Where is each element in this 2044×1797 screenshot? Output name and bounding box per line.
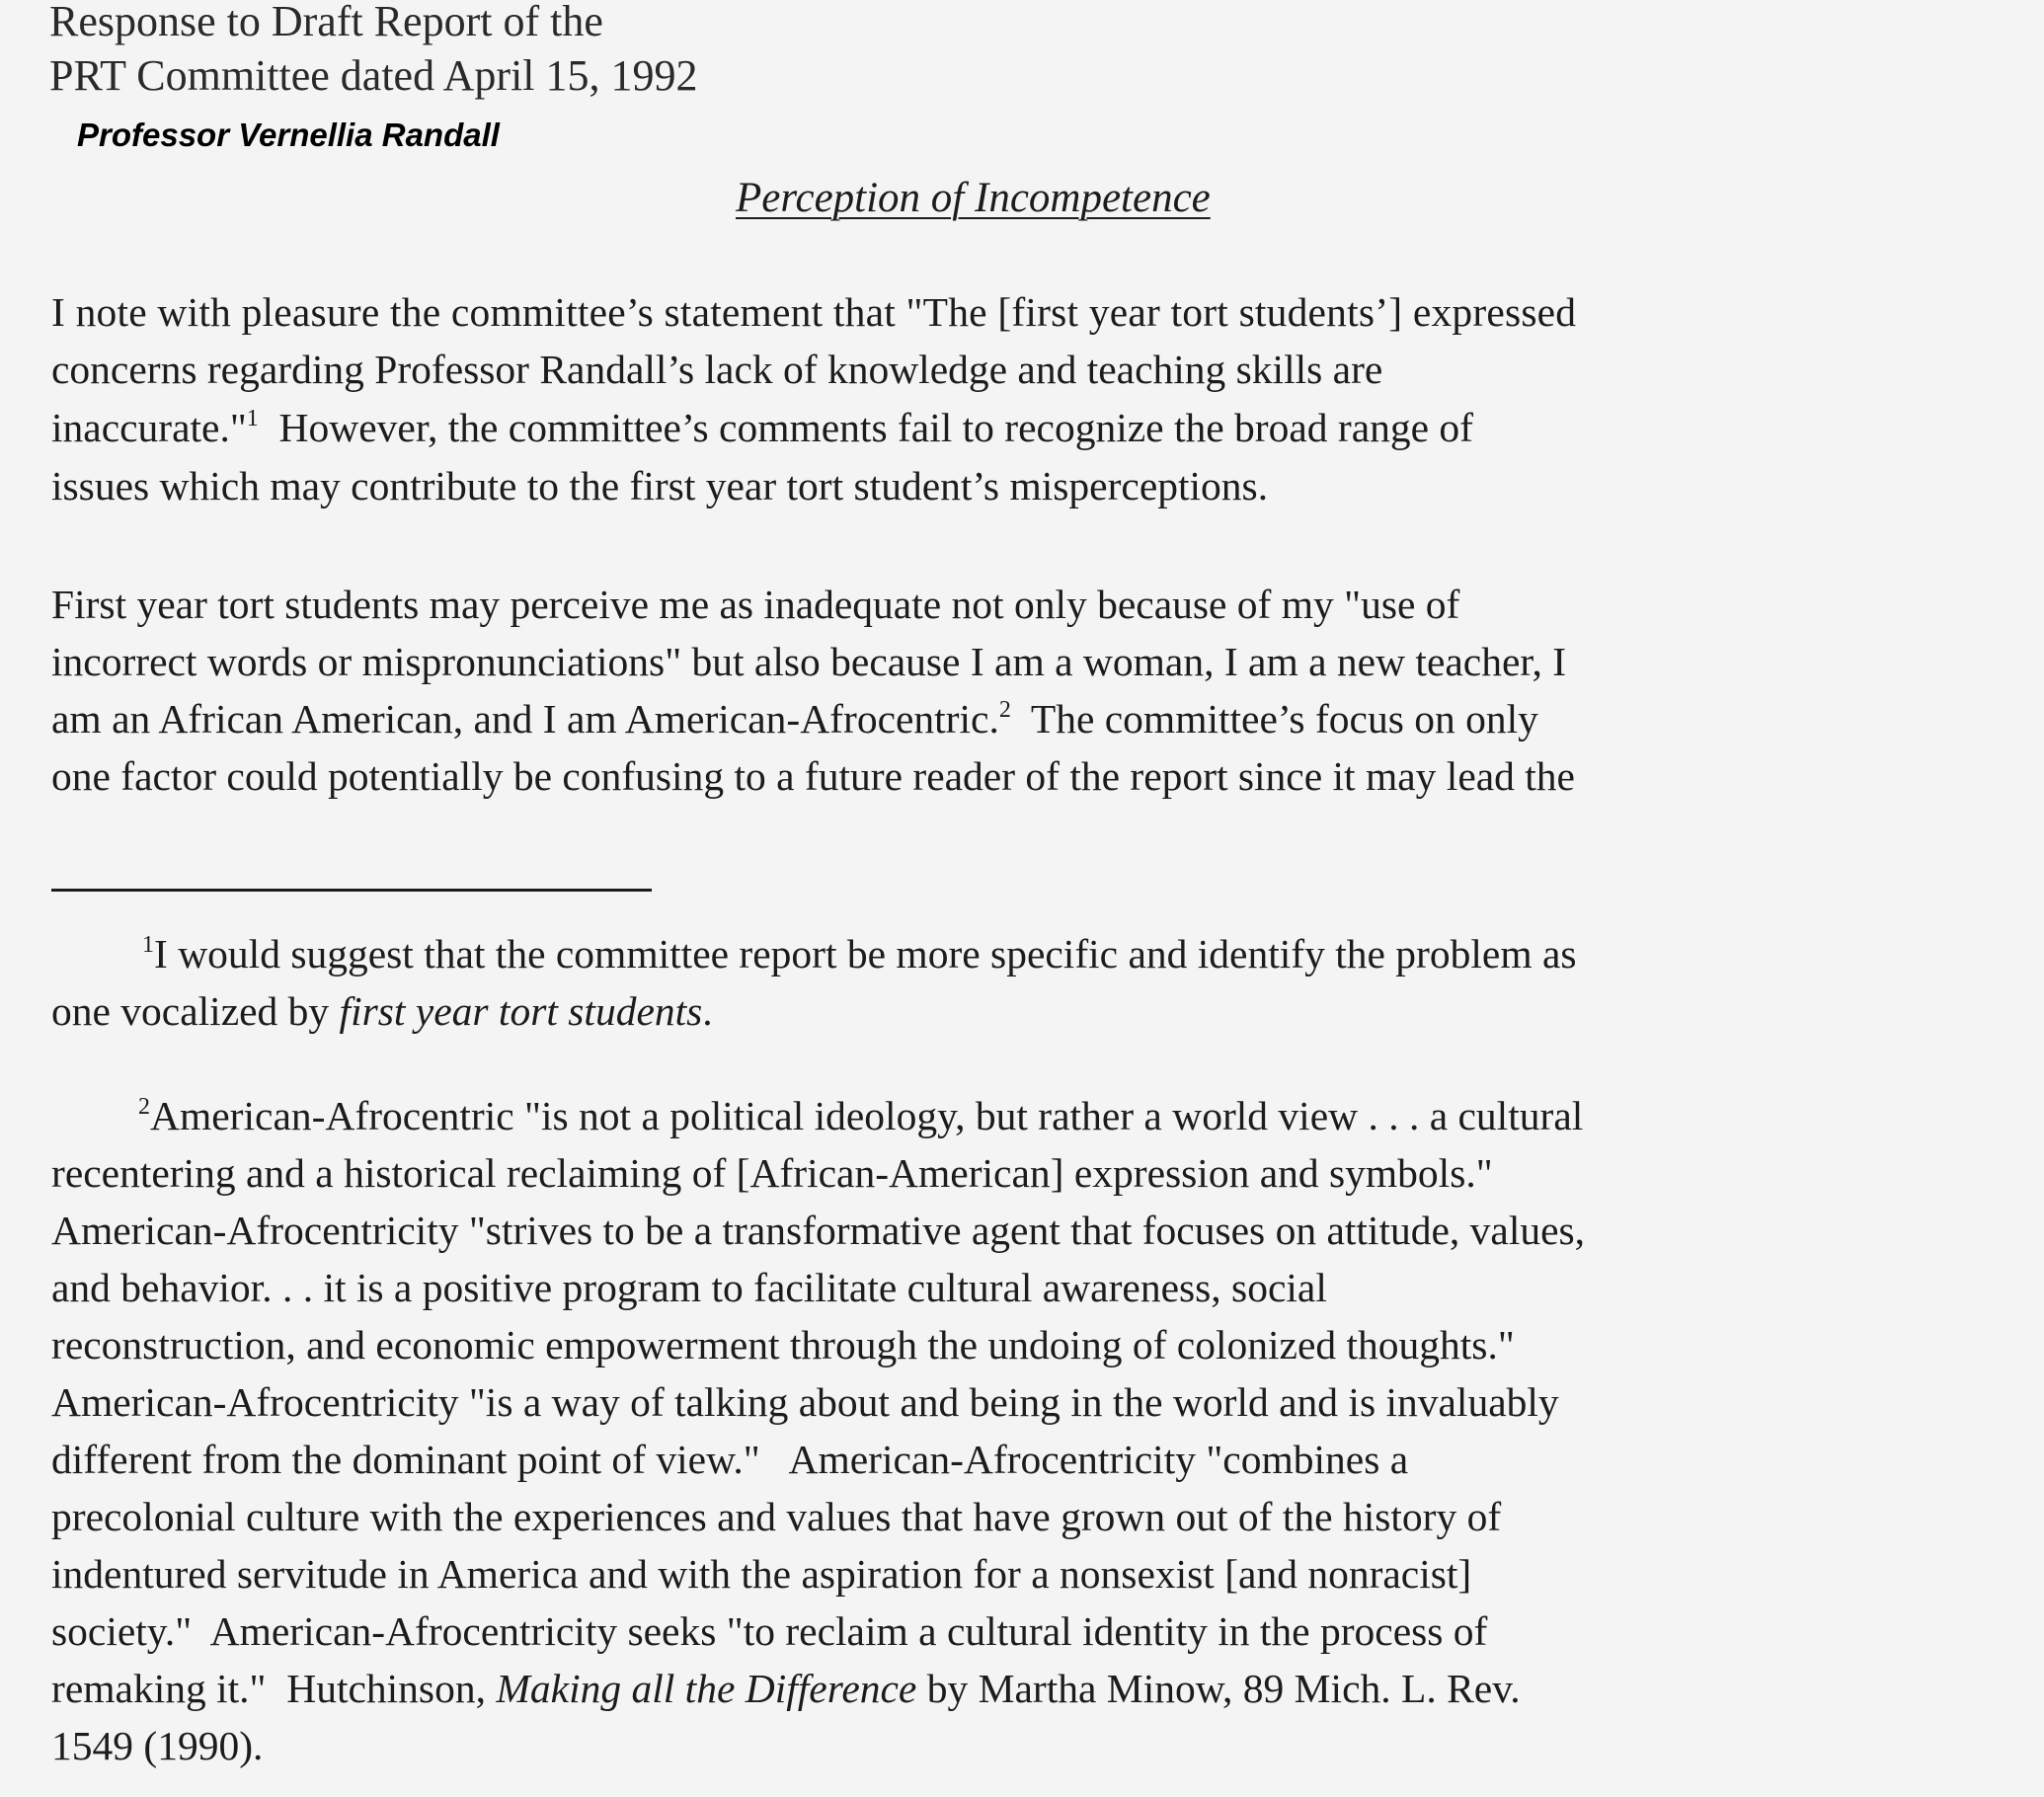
footnote-1-line-2-b: . xyxy=(702,988,713,1034)
p2-line-2: incorrect words or mispronunciations" but also because I am a woman, I am a new teacher, I xyxy=(51,639,1567,684)
p1-line-2: concerns regarding Professor Randall’s lack of knowledge and teaching skills are xyxy=(51,347,1383,392)
footnote-2-line-3: American-Afrocentricity "strives to be a transformative agent that focuses on attitude, values, xyxy=(51,1208,1586,1253)
p1-line-3 xyxy=(51,405,1474,450)
section-title: Perception of Incompetence xyxy=(736,175,1211,221)
p1-line-3-a: inaccurate." xyxy=(51,405,247,450)
footnote-1-text: I would suggest that the committee report be more specific and identify the problem as xyxy=(154,931,1577,977)
footnote-2-line-7: different from the dominant point of view." American-Afrocentricity "combines a xyxy=(51,1437,1409,1482)
footnote-2-line-6: American-Afrocentricity "is a way of talking about and being in the world and is invaluably xyxy=(51,1379,1559,1425)
p2-line-4: one factor could potentially be confusing to a future reader of the report since it may lead the xyxy=(51,753,1575,799)
p2-line-3 xyxy=(51,696,1538,742)
footnote-2-line-11-b: by Martha Minow, 89 Mich. L. Rev. xyxy=(916,1666,1521,1711)
p2-line-3-a: am an African American, and I am American-Afrocentric. xyxy=(51,696,999,742)
footnote-ref-2: 2 xyxy=(998,697,1011,723)
footnote-2-line-5: reconstruction, and economic empowerment through the undoing of colonized thoughts." xyxy=(51,1322,1515,1367)
footnote-2-line-11-a: remaking it." Hutchinson, xyxy=(51,1666,497,1711)
footnote-2-line-4: and behavior. . . it is a positive program to facilitate cultural awareness, social xyxy=(51,1265,1327,1310)
p1-line-3-b: However, the committee’s comments fail to recognize the broad range of xyxy=(258,405,1474,450)
footnote-2-line-1 xyxy=(138,1093,1584,1138)
footnote-2-line-10: society." American-Afrocentricity seeks "to reclaim a cultural identity in the process of xyxy=(51,1608,1488,1654)
author-name: Professor Vernellia Randall xyxy=(77,117,500,153)
footnote-divider xyxy=(51,889,652,892)
footnote-1-line-2-a: one vocalized by xyxy=(51,988,340,1034)
p1-line-4: issues which may contribute to the first year tort student’s misperceptions. xyxy=(51,463,1269,508)
header-line-1: Response to Draft Report of the xyxy=(49,0,603,45)
header-line-2: PRT Committee dated April 15, 1992 xyxy=(49,51,698,100)
footnote-2-text: American-Afrocentric "is not a political ideology, but rather a world view . . . a cultural xyxy=(150,1093,1584,1138)
footnote-2-mark: 2 xyxy=(138,1094,150,1120)
footnote-1-line-1 xyxy=(142,931,1577,977)
p2-line-1: First year tort students may perceive me as inadequate not only because of my "use of xyxy=(51,582,1460,627)
footnote-2-line-12: 1549 (1990). xyxy=(51,1723,264,1768)
footnote-1-mark: 1 xyxy=(142,932,154,958)
p2-line-3-b: The committee’s focus on only xyxy=(1010,696,1538,742)
footnote-1-line-2-em: first year tort students xyxy=(339,988,703,1034)
footnote-2-line-11-em: Making all the Difference xyxy=(496,1666,917,1711)
p1-line-1: I note with pleasure the committee’s statement that "The [first year tort students’] expressed xyxy=(51,289,1577,335)
footnote-2-line-8: precolonial culture with the experiences and values that have grown out of the history of xyxy=(51,1494,1502,1539)
footnote-ref-1: 1 xyxy=(246,406,259,431)
footnote-1-line-2 xyxy=(51,988,713,1034)
footnote-2-line-9: indentured servitude in America and with the aspiration for a nonsexist [and nonracist] xyxy=(51,1551,1472,1597)
footnote-2-line-2: recentering and a historical reclaiming of [African-American] expression and symbols." xyxy=(51,1150,1493,1196)
footnote-2-line-11 xyxy=(51,1666,1521,1711)
